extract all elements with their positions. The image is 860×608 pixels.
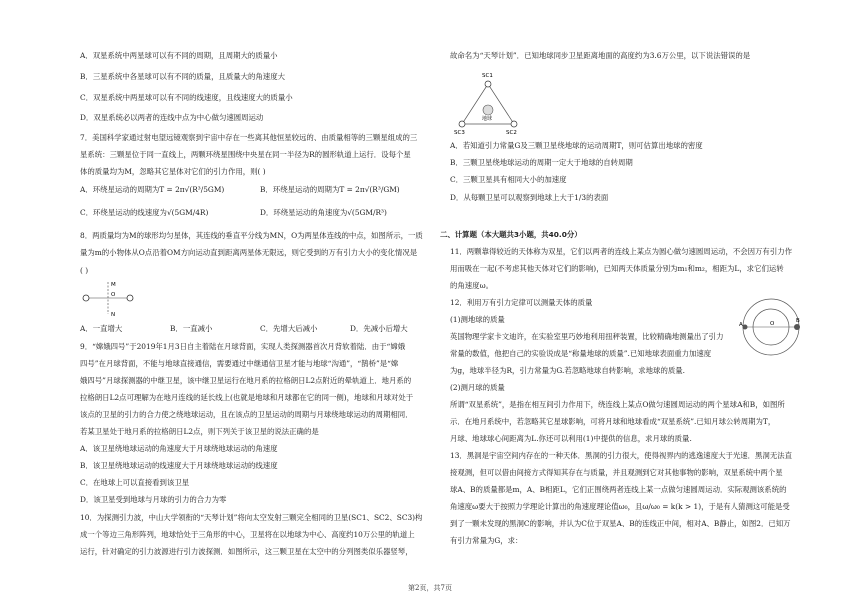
q9-option-b: B．该卫星绕地球运动的线速度大于月球绕地球运动的线速度: [80, 461, 278, 470]
q6-option-c: C．双星系统中两星球可以有不同的线速度，且线速度大的质量小: [80, 93, 293, 102]
q10-option-b: B．三颗卫星绕地球运动的周期一定大于地球的自转周期: [450, 158, 633, 167]
q7-option-a: A．环绕星运动的周期为T = 2π√(R³/5GM): [80, 185, 225, 194]
q13-line-5: 到了一颗未发现的黑洞C的影响，并认为C位于双星A、B的连线正中间，相对A、B静止，如图2．已知万: [450, 519, 791, 528]
fig10-label-sc1: SC1: [482, 73, 493, 79]
q8-option-a: A．一直增大: [80, 324, 123, 333]
q10-option-d: D．从每颗卫星可以观察到地球上大于1/3的表面: [450, 193, 609, 202]
q7-option-b: B．环绕星运动的周期为T = 2π√(R³/GM): [260, 185, 400, 194]
q12-line-1: 12．利用万有引力定律可以测量天体的质量: [450, 298, 593, 307]
q12-line-9: 月球、地球球心间距离为L.你还可以利用(1)中提供的信息，求月球的质量.: [450, 434, 692, 443]
q8-option-c: C．先增大后减小: [260, 324, 318, 333]
q7-line-2: 星系统：三颗星位于同一直线上，两颗环绕星围绕中央星在同一半径为R的圆形轨道上运行．设每个星: [80, 150, 411, 159]
fig8-label-m: M: [111, 282, 116, 288]
q9-line-1: 9．“嫦娥四号”于2019年1月3日自主着陆在月球背面，实现人类探测器首次月背软着陆．由于“嫦娥: [80, 342, 406, 351]
q8-line-3: ( ): [80, 266, 89, 275]
fig12-label-a: A: [739, 322, 743, 328]
q10-line-1: 10．为探测引力波，中山大学领衔的“天琴计划”将向太空发射三颗完全相同的卫星(SC1、SC2、SC3)构: [80, 513, 423, 522]
q7-option-d: D．环绕星运动的角速度为√(5GM/R³): [260, 208, 387, 217]
q12-line-4: 常量的数值，他把自己的实验说成是“称量地球的质量”.已知地球表面重力加速度: [450, 349, 712, 358]
q10-option-c: C．三颗卫星具有相同大小的加速度: [450, 175, 567, 184]
q13-line-2: 接观测，但可以借由间接方式得知其存在与质量，并且观测到它对其他事物的影响，双星系统中两个星: [450, 468, 783, 477]
q9-option-c: C．在地球上可以直接看到该卫星: [80, 478, 190, 487]
q8-figure: [80, 278, 140, 320]
q9-option-d: D．该卫星受到地球与月球的引力的合力为零: [80, 495, 227, 504]
q13-line-4: 角速度ω要大于按照力学理论计算出的角速度理论值ω₀，且ω/ω₀ = k(k > 1)，于是有人猜测这可能是受: [450, 502, 790, 511]
q6-option-b: B．三星系统中各星球可以有不同的质量，且质量大的角速度大: [80, 72, 285, 81]
q10-figure: [450, 68, 550, 136]
q6-option-a: A．双星系统中两星球可以有不同的周期，且周期大的质量小: [80, 51, 278, 60]
section-2-heading: 二、计算题（本大题共3小题，共40.0分）: [440, 230, 582, 239]
q12-line-5: 为g，地球半径为R，引力常量为G.若忽略地球自转影响，求地球的质量.: [450, 366, 685, 375]
q11-line-2: 用而吸在一起(不考虑其他天体对它们的影响)，已知两天体质量分别为m₁和m₂，相距为L，求它们运转: [450, 264, 784, 273]
q8-line-2: 量为m的小物体从O点沿着OM方向运动直到距离两星体无限远，则它受到的万有引力大小的变化情况是: [80, 248, 418, 257]
fig12-label-b: B: [796, 318, 800, 324]
q8-option-d: D．先减小后增大: [350, 324, 408, 333]
q7-line-1: 7．美国科学家通过射电望远镜观察到宇宙中存在一些离其他恒星较远的、由质量相等的三颗星组成的三: [80, 133, 418, 142]
q8-option-b: B．一直减小: [170, 324, 213, 333]
q12-line-7: 所谓“双星系统”，是指在相互间引力作用下，绕连线上某点O做匀速圆周运动的两个星球A和B，如图所: [450, 400, 785, 409]
q10-option-a: A．若知道引力常量G及三颗卫星绕地球的运动周期T，则可估算出地球的密度: [450, 141, 703, 150]
q12-line-8: 示．在地月系统中，若忽略其它星球影响，可将月球和地球看成“双星系统”.已知月球公转周期为T，: [450, 417, 776, 426]
q13-line-1: 13．黑洞是宇宙空间内存在的一种天体．黑洞的引力很大，使得视界内的逃逸速度大于光速．黑洞无法直: [450, 451, 792, 460]
fig8-label-n: N: [111, 312, 116, 318]
q10-line-3: 运行，针对确定的引力波源进行引力波探测．如图所示，这三颗卫星在太空中的分列图类似乐器竖琴，: [80, 547, 413, 556]
fig10-label-sc3: SC3: [454, 130, 465, 136]
fig12-label-o: O: [770, 321, 775, 327]
q7-line-3: 体的质量均为M，忽略其它星体对它们的引力作用，则( ): [80, 167, 266, 176]
q13-line-6: 有引力常量为G，求：: [450, 536, 523, 545]
page-footer: 第2页，共7页: [408, 584, 452, 592]
q11-line-1: 11．两颗靠得较近的天体称为双星，它们以两者的连线上某点为圆心做匀速圆周运动，不会因万有引力作: [450, 247, 792, 256]
q11-line-3: 的角速度ω。: [450, 281, 493, 290]
q9-line-5: 该点的卫星的引力的合力使之绕地球运动，且在该点的卫星运动的周期与月球绕地球运动的周期相同．: [80, 410, 413, 419]
fig10-label-sc2: SC2: [506, 130, 517, 136]
q9-line-4: 拉格朗日L2点可理解为在地月连线的延长线上(也就是地球和月球都在它的同一侧)，地球和月球对处于: [80, 393, 414, 402]
q9-line-2: 四号”在月球背面，不能与地球直接通信，需要通过中继通信卫星才能与地球“沟通”，“鹊桥”是“嫦: [80, 359, 399, 368]
q6-option-d: D．双星系统必以两者的连线中点为中心做匀速圆周运动: [80, 113, 264, 122]
q7-option-c: C．环绕星运动的线速度为√(5GM/4R): [80, 208, 209, 217]
q13-line-3: 球A、B的质量都是m，A、B相距L，它们正围绕两者连线上某一点做匀速圆周运动．实际观测该系统的: [450, 485, 787, 494]
q12-line-3: 英国物理学家卡文迪许，在实验室里巧妙地利用扭秤装置，比较精确地测量出了引力: [450, 332, 724, 341]
q9-option-a: A．该卫星绕地球运动的角速度大于月球绕地球运动的角速度: [80, 444, 278, 453]
q10-line-2: 成一个等边三角形阵列，地球恰处于三角形的中心，卫星将在以地球为中心、高度约10万公里的轨道上: [80, 530, 415, 539]
q8-line-1: 8．两质量均为M的球形均匀星体，其连线的垂直平分线为MN，O为两星体连线的中点，如图所示，一质: [80, 231, 423, 240]
fig10-label-earth: 地球: [482, 116, 493, 122]
fig8-label-o: O: [111, 292, 116, 298]
q12-line-6: (2)测月球的质量: [450, 383, 505, 392]
q10-intro: 故命名为“天琴计划”．已知地球同步卫星距离地面的高度约为3.6万公里，以下说法错误的是: [450, 51, 751, 60]
q9-line-6: 若某卫星处于地月系的拉格朗日L2点，则下列关于该卫星的说法正确的是: [80, 427, 319, 436]
q12-figure: [740, 296, 802, 358]
q12-line-2: (1)测地球的质量: [450, 315, 505, 324]
q9-line-3: 娥四号”月球探测器的中继卫星，该中继卫星运行在地月系的拉格朗日L2点附近的晕轨道上．地月系的: [80, 376, 412, 385]
